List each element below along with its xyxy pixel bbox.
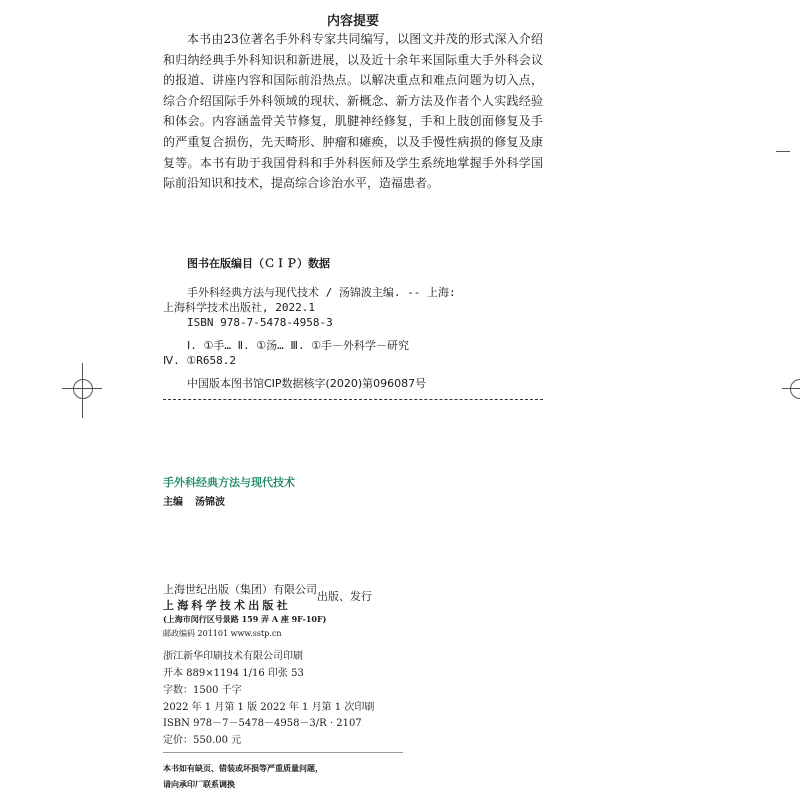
summary-body (163, 29, 543, 194)
cip-heading: 图书在版编目（ＣＩＰ）数据 (187, 257, 330, 270)
cip-line-title: 手外科经典方法与现代技术 / 汤锦波主编. -- 上海: (187, 286, 456, 299)
crop-mark-right (776, 151, 790, 152)
footer-divider (163, 752, 403, 753)
editor-name: 汤锦波 (195, 497, 225, 508)
book-title: 手外科经典方法与现代技术 (163, 476, 295, 489)
cip-line-class: Ⅳ. ①R658.2 (163, 354, 236, 367)
format-line: 开本 889×1194 1/16 印张 53 (163, 668, 304, 679)
publisher-role: 出版、发行 (317, 590, 372, 603)
summary-title: 内容提要 (326, 14, 379, 29)
publisher-press: 上海科学技术出版社 (163, 599, 291, 612)
notice-line-2: 请向承印厂联系调换 (163, 779, 235, 789)
word-count-line: 字数：1500 千字 (163, 685, 242, 696)
cip-line-record: 中国版本图书馆CIP数据核字(2020)第096087号 (187, 377, 427, 390)
publisher-address: (上海市闵行区号景路 159 弄 A 座 9F-10F) (163, 614, 327, 624)
cip-line-subjects: Ⅰ. ①手… Ⅱ. ①汤… Ⅲ. ①手－外科学－研究 (187, 339, 410, 352)
cip-line-isbn: ISBN 978-7-5478-4958-3 (187, 316, 333, 329)
edition-line: 2022 年 1 月第 1 版 2022 年 1 月第 1 次印刷 (163, 702, 375, 713)
dashed-divider (163, 399, 543, 400)
publisher-zip-web: 邮政编码 201101 www.sstp.cn (163, 629, 282, 638)
publisher-group: 上海世纪出版（集团）有限公司 (163, 583, 317, 596)
price-line: 定价：550.00 元 (163, 735, 242, 746)
editor-line (163, 493, 225, 508)
isbn-price-line: ISBN 978－7－5478－4958－3/R · 2107 (163, 718, 362, 729)
editor-label: 主编 (163, 497, 183, 508)
summary-paragraph: 本书由23位著名手外科专家共同编写，以图文并茂的形式深入介绍和归纳经典手外科知识和新进展，以及近十余年来国际重大手外科会议的报道、讲座内容和国际前沿热点。以解决重点和难点问题为切入点，综合介绍国际手外科领域的现状、新概念、新方法及作者个人实践经验和体会。内容涵盖骨关节修复，肌腱神经修复，手和上肢创面修复及手的严重复合损伤，先天畸形、肿瘤和瘫痪，以及手慢性病损的修复及康复等。本书有助于我国骨科和手外科医师及学生系统地掌握手外科学国际前沿知识和技术，提高综合诊治水平，造福患者。 (163, 32, 543, 191)
printer-line: 浙江新华印刷技术有限公司印刷 (163, 651, 303, 662)
cip-line-publisher: 上海科学技术出版社, 2022.1 (163, 301, 315, 314)
notice-line-1: 本书如有缺页、错装或坏损等严重质量问题， (163, 763, 323, 773)
